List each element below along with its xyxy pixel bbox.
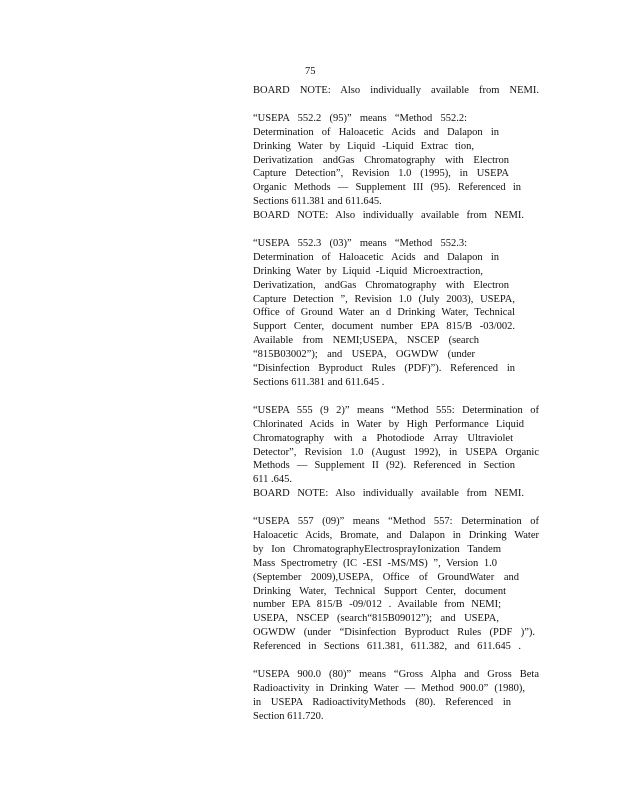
text-line: “USEPA 552.2 (95)” means “Method 552.2: — [253, 112, 467, 124]
text-line: (September 2009),USEPA, Office of GroundWater and — [253, 571, 519, 583]
text-line: OGWDW (under “Disinfection Byproduct Rules (PDF )”). — [253, 627, 535, 639]
text-line: Determination of Haloacetic Acids and Dalapon in — [253, 126, 499, 138]
paragraph-usepa-557 — [253, 515, 539, 654]
text-line: Chlorinated Acids in Water by High Performance Liquid — [253, 418, 524, 430]
text-line: Radioactivity in Drinking Water — Method 900.0” (1980), — [253, 682, 525, 694]
paragraph-board-note-1 — [253, 84, 539, 98]
text-line: Detector”, Revision 1.0 (August 1992), in USEPA Organic — [253, 446, 539, 458]
text-line: USEPA, NSCEP (search“815B09012”); and USEPA, — [253, 613, 499, 625]
text-line: Methods — Supplement II (92). Referenced in Section — [253, 460, 515, 472]
text-line: Capture Detection ”, Revision 1.0 (July 2003), USEPA, — [253, 293, 515, 305]
text-line: “Disinfection Byproduct Rules (PDF)”). Referenced in — [253, 363, 515, 375]
document-body — [253, 84, 539, 738]
text-line: Chromatography with a Photodiode Array Ultraviolet — [253, 432, 513, 444]
text-line: Sections 611.381 and 611.645 . — [253, 377, 385, 388]
text-line: Support Center, document number EPA 815/B -03/002. — [253, 321, 515, 333]
text-line: Drinking Water by Liquid -Liquid Microextraction, — [253, 265, 483, 277]
text-line: Mass Spectrometry (IC -ESI -MS/MS) ”, Version 1.0 — [253, 557, 497, 569]
text-line: Office of Ground Water an d Drinking Water, Technical — [253, 307, 515, 319]
text-line: Organic Methods — Supplement III (95). Referenced in — [253, 182, 521, 194]
text-line: Haloacetic Acids, Bromate, and Dalapon in Drinking Water — [253, 529, 539, 541]
text-line: in USEPA RadioactivityMethods (80). Referenced in — [253, 696, 511, 708]
text-line: Drinking Water by Liquid -Liquid Extrac tion, — [253, 140, 474, 152]
text-line: Derivatization andGas Chromatography with Electron — [253, 154, 509, 166]
text-line: Sections 611.381 and 611.645. — [253, 196, 382, 208]
text-line: 611 .645. — [253, 474, 292, 486]
text-line: BOARD NOTE: Also individually available from NEMI. — [253, 488, 524, 500]
page-number: 75 — [305, 66, 316, 77]
text-line: BOARD NOTE: Also individually available from NEMI. — [253, 85, 539, 96]
text-line: Referenced in Sections 611.381, 611.382, and 611.645 . — [253, 641, 521, 653]
text-line: “USEPA 552.3 (03)” means “Method 552.3: — [253, 237, 467, 249]
text-line: Drinking Water, Technical Support Center, document — [253, 585, 506, 597]
paragraph-usepa-555 — [253, 404, 539, 501]
text-line: number EPA 815/B -09/012 . Available from NEMI; — [253, 599, 501, 611]
text-line: BOARD NOTE: Also individually available from NEMI. — [253, 210, 524, 222]
text-line: Determination of Haloacetic Acids and Dalapon in — [253, 251, 499, 263]
paragraph-usepa-552-3 — [253, 237, 539, 390]
text-line: Capture Detection”, Revision 1.0 (1995), in USEPA — [253, 168, 509, 180]
text-line: “USEPA 555 (9 2)” means “Method 555: Determination of — [253, 404, 539, 416]
text-line: “USEPA 900.0 (80)” means “Gross Alpha and Gross Beta — [253, 668, 539, 680]
text-line: Section 611.720. — [253, 710, 324, 722]
text-line: “USEPA 557 (09)” means “Method 557: Determination of — [253, 516, 539, 528]
text-line: Derivatization, andGas Chromatography with Electron — [253, 279, 509, 291]
paragraph-usepa-900-0 — [253, 668, 539, 724]
paragraph-usepa-552-2 — [253, 112, 539, 223]
text-line: Available from NEMI;USEPA, NSCEP (search — [253, 335, 479, 347]
text-line: by Ion ChromatographyElectrosprayIonization Tandem — [253, 543, 501, 555]
text-line: “815B03002”); and USEPA, OGWDW (under — [253, 349, 475, 361]
